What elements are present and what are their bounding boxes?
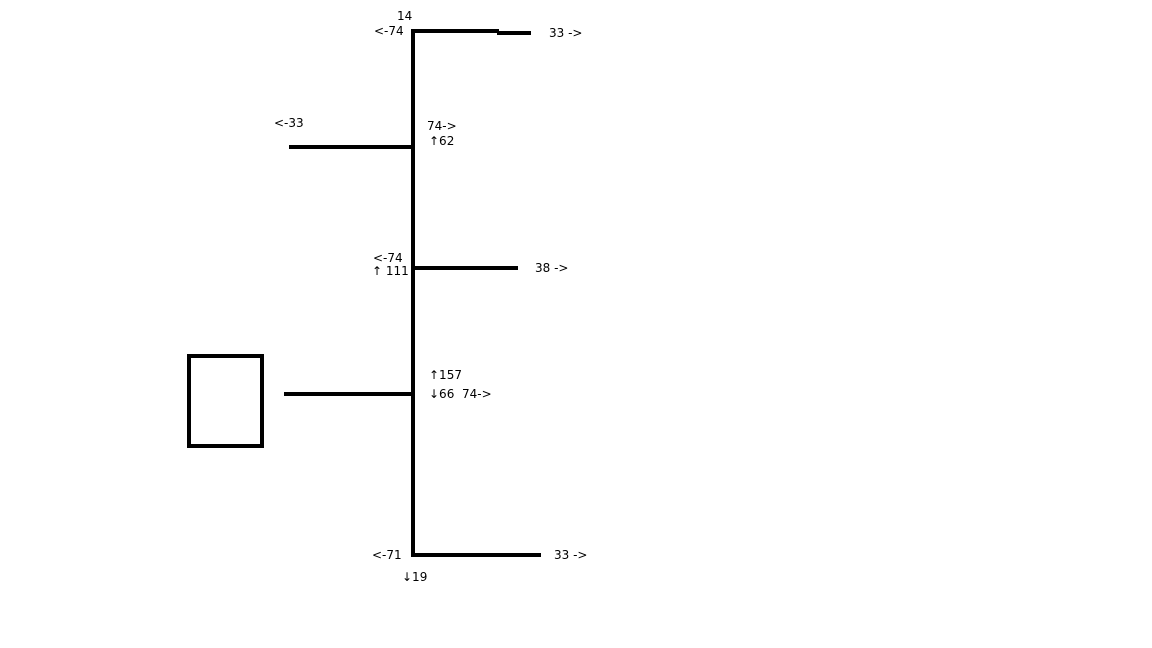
device-box: [187, 354, 264, 448]
bottom-branch-line: [411, 553, 541, 557]
branch1-line: [289, 145, 415, 149]
branch2-up-label: ↑ 111: [372, 264, 409, 278]
branch1-up-label: ↑62: [429, 134, 455, 148]
branch3-line: [284, 392, 415, 396]
branch1-right-label: 74->: [427, 119, 457, 133]
top-value-label: 14: [397, 9, 413, 23]
branch2-right-label: 38 ->: [535, 261, 569, 275]
top-left-label: <-74: [374, 24, 404, 38]
top-branch-line-a: [411, 29, 499, 33]
branch3-right-label: 74->: [462, 387, 492, 401]
top-branch-line-b: [497, 31, 531, 35]
branch2-line: [411, 266, 518, 270]
branch3-up-label: ↑157: [429, 368, 462, 382]
bottom-left-label: <-71: [372, 548, 402, 562]
branch2-left-label: <-74: [373, 251, 403, 265]
branch3-down-label: ↓66: [429, 387, 455, 401]
top-right-label: 33 ->: [549, 26, 583, 40]
branch1-left-label: <-33: [274, 116, 304, 130]
main-vertical-line: [411, 29, 415, 557]
bottom-right-label: 33 ->: [554, 548, 588, 562]
bottom-down-label: ↓19: [402, 570, 428, 584]
